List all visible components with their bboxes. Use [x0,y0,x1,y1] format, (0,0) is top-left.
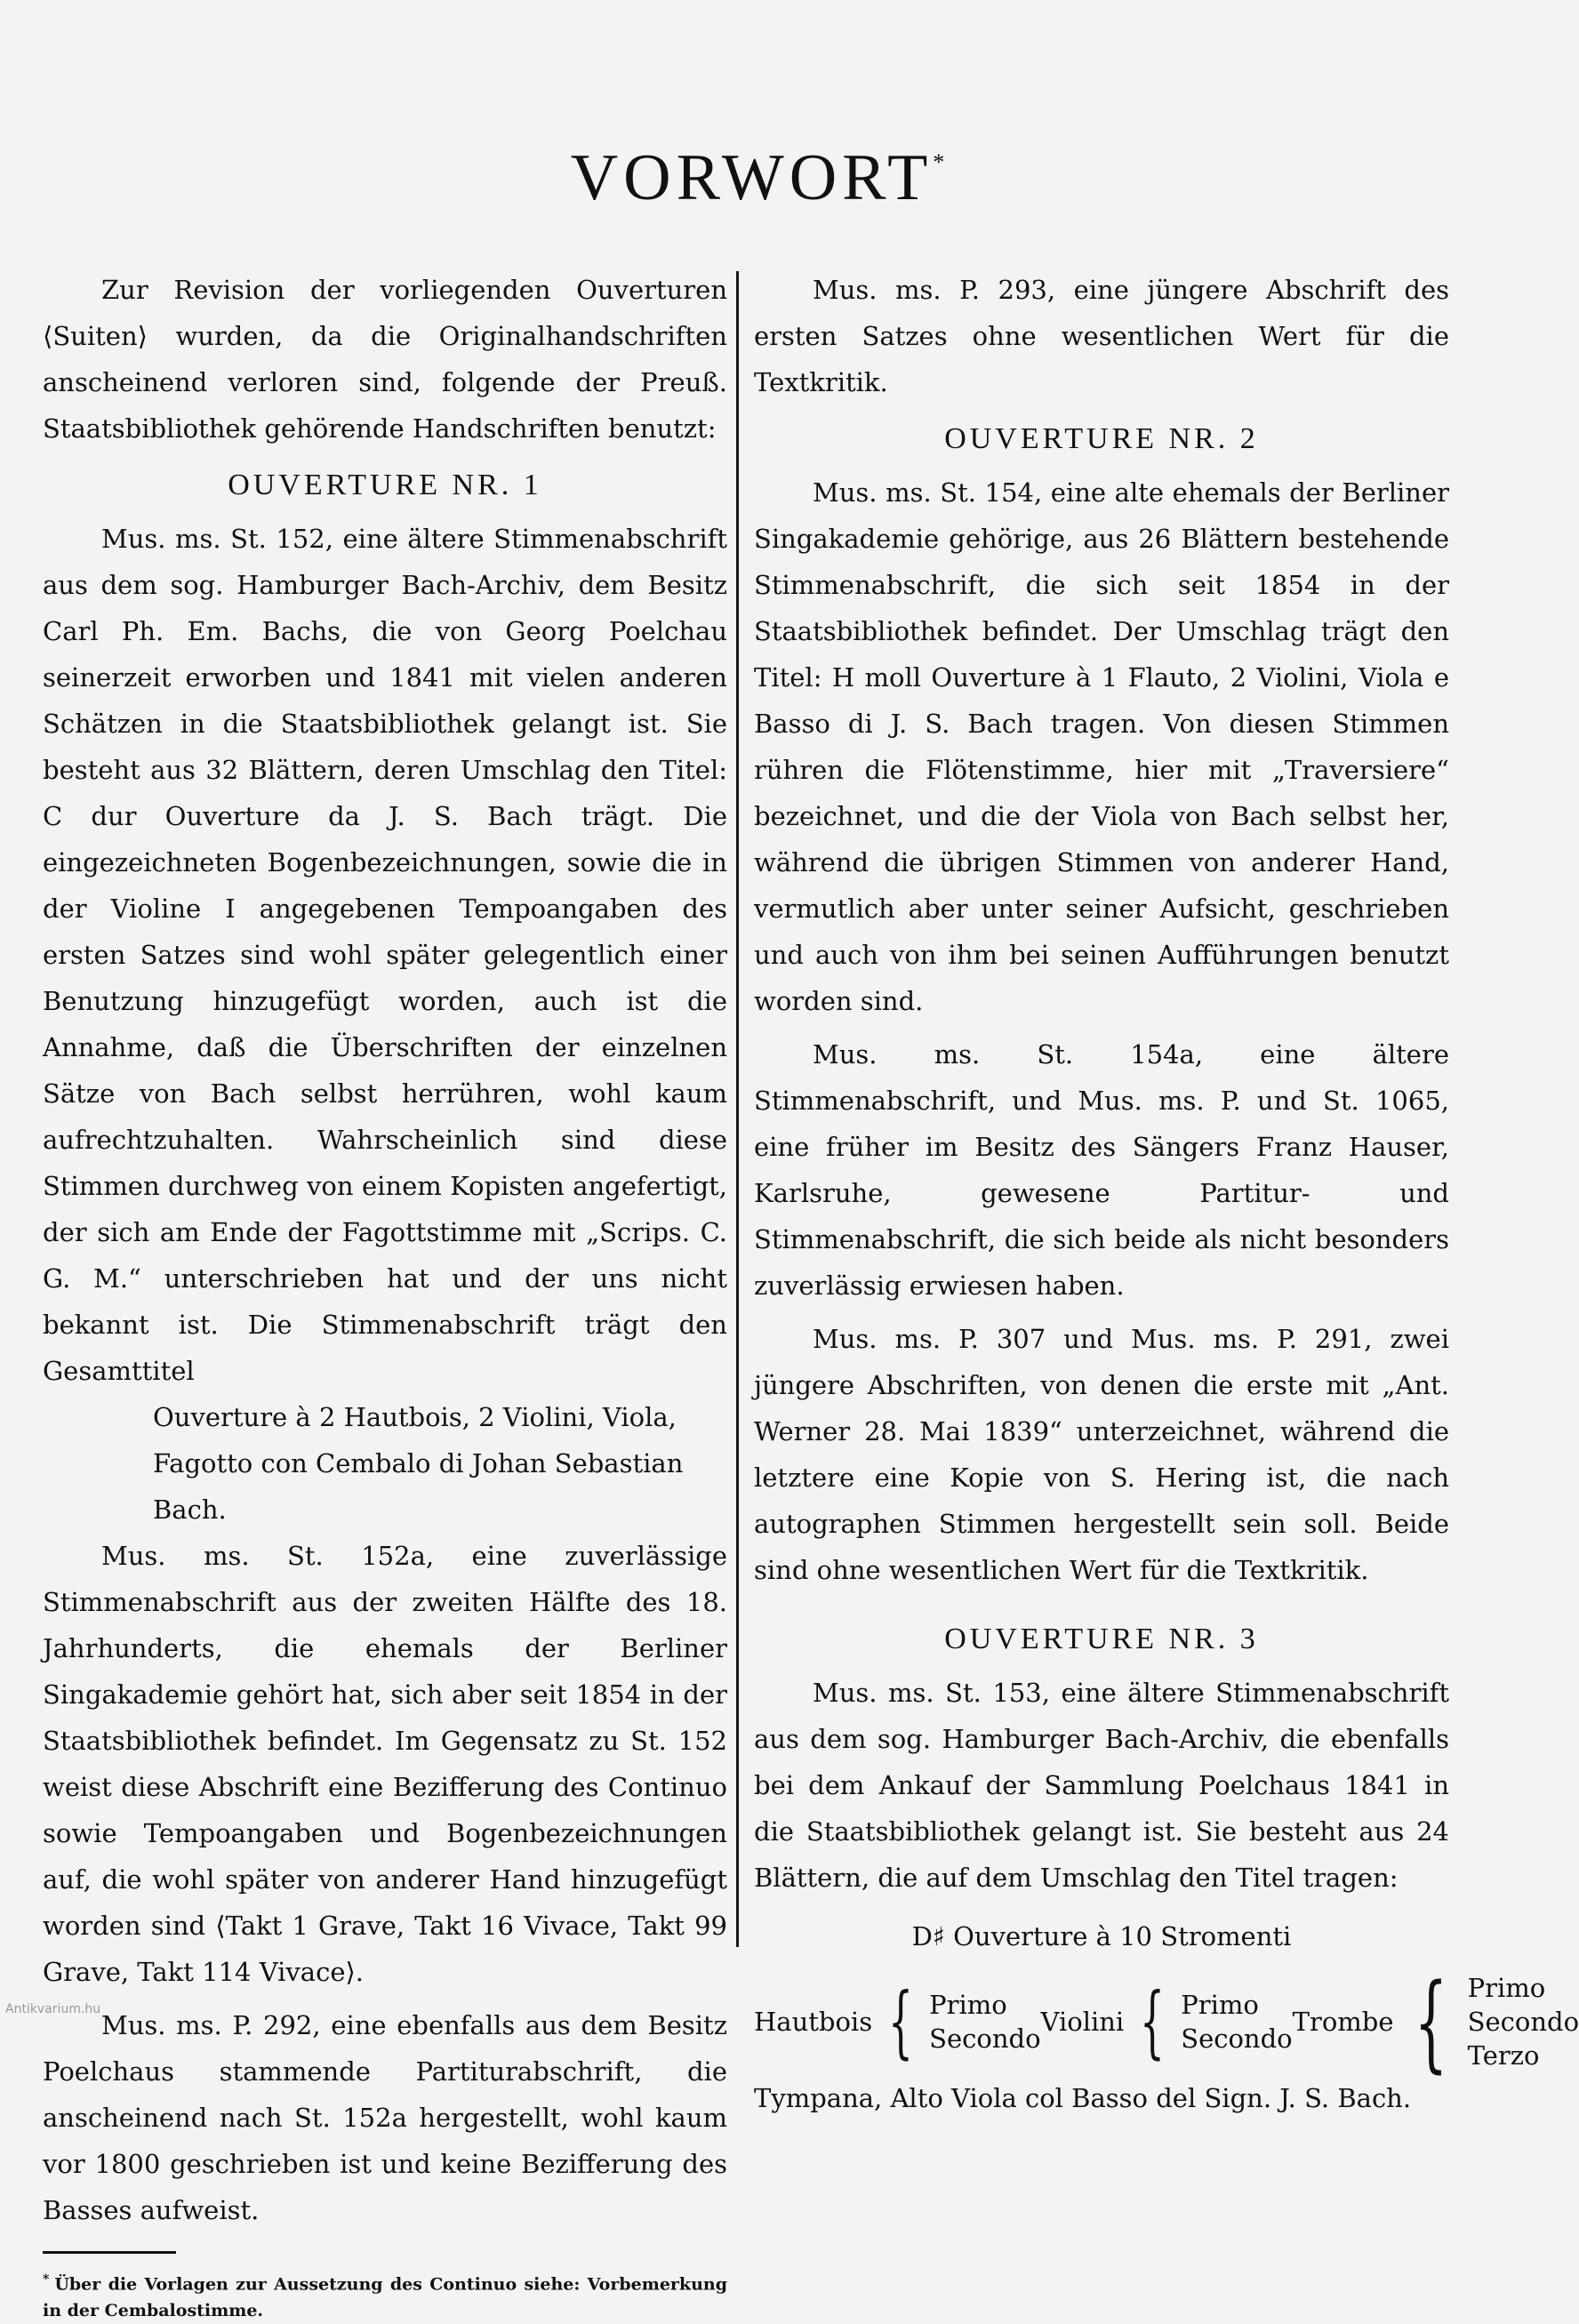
trombe-group: Trombe { Primo Secondo Terzo [1292,1960,1579,2083]
paragraph: Mus. ms. P. 307 und Mus. ms. P. 291, zwei jüngere Abschriften, von denen die erste mit „Ant. Werner 28. Mai 1839“ unterzeichnet, während die letztere eine Kopie von S. Hering ist, die nach autographen Stimmen hergestellt sein soll. Beide sind ohne wesentlichen Wert für die Textkritik. [754,1324,1449,1585]
left-column [43,267,727,2324]
violini-group: Violini { Primo Secondo [1040,1975,1293,2067]
paragraph: Mus. ms. St. 153, eine ältere Stimmenabschrift aus dem sog. Hamburger Bach-Archiv, die ebenfalls bei dem Ankauf der Sammlung Poelchaus 1841 in die Staatsbibliothek gelangt ist. Sie besteht aus 24 Blättern, die auf dem Umschlag den Titel tragen: [754,1678,1449,1893]
right-column [754,267,1579,2121]
heading-ouverture-2: OUVERTURE NR. 2 [944,422,1259,455]
title-quote-line: Fagotto con Cembalo di Johan Sebastian Bach. [153,1448,684,1525]
paragraph: Mus. ms. P. 292, eine ebenfalls aus dem Besitz Poelchaus stammende Partiturabschrift, die anscheinend nach St. 152a hergestellt, wohl kaum vor 1800 geschrieben ist und keine Bezifferung des Basses aufweist. [43,2010,727,2225]
brace-icon: { [1140,1975,1166,2067]
footnote: * Über die Vorlagen zur Aussetzung des Continuo siehe: Vorbemerkung in der Cembalostimme. [43,2272,727,2321]
brace-icon: { [888,1975,914,2067]
paragraph: Mus. ms. St. 152, eine ältere Stimmenabschrift aus dem sog. Hamburger Bach-Archiv, dem Besitz Carl Ph. Em. Bachs, die von Georg Poelchau seinerzeit erworben und 1841 mit vielen anderen Schätzen in die Staatsbibliothek gelangt ist. Sie besteht aus 32 Blättern, deren Umschlag den Titel: C dur Ouverture da J. S. Bach trägt. Die eingezeichneten Bogenbezeichnungen, sowie die in der Violine I angegebenen Tempoangaben des ersten Satzes sind wohl später gelegentlich einer Benutzung hinzugefügt worden, auch ist die Annahme, daß die Überschriften der einzelnen Sätze von Bach selbst herrühren, wohl kaum aufrechtzuhalten. Wahrscheinlich sind diese Stimmen durchweg von einem Kopisten angefertigt, der sich am Ende der Fagottstimme mit „Scrips. C. G. M.“ unterschrieben hat und der uns nicht bekannt ist. Die Stimmenabschrift trägt den Gesamttitel [43,524,727,1386]
page-title: VORWORT* [570,141,945,214]
brace-icon: { [1414,1960,1447,2083]
title-quote-line: Ouverture à 2 Hautbois, 2 Violini, Viola, [153,1402,677,1432]
heading-ouverture-1: OUVERTURE NR. 1 [228,469,542,501]
paragraph: Mus. ms. P. 293, eine jüngere Abschrift des ersten Satzes ohne wesentlichen Wert für die Textkritik. [754,275,1449,397]
title-quote [153,1394,727,1533]
column-divider [736,271,739,1947]
watermark: Antikvarium.hu [5,2002,101,2016]
footnote-rule [43,2251,176,2254]
paragraph: Mus. ms. St. 152a, eine zuverlässige Stimmenabschrift aus der zweiten Hälfte des 18. Jahrhunderts, die ehemals der Berliner Singakademie gehört hat, sich aber seit 1854 in der Staatsbibliothek befindet. Im Gegensatz zu St. 152 weist diese Abschrift eine Bezifferung des Continuo sowie Tempoangaben und Bogenbezeichnungen auf, die wohl später von anderer Hand hinzugefügt worden sind ⟨Takt 1 Grave, Takt 16 Vivace, Takt 99 Grave, Takt 114 Vivace⟩. [43,1541,727,1987]
paragraph: Tympana, Alto Viola col Basso del Sign. J. S. Bach. [754,2083,1412,2113]
intro-paragraph: Zur Revision der vorliegenden Ouverturen ⟨Suiten⟩ wurden, da die Originalhandschriften anscheinend verloren sind, folgende der Preuß. Staatsbibliothek gehörende Handschriften benutzt: [43,275,727,444]
paragraph: Mus. ms. St. 154a, eine ältere Stimmenabschrift, und Mus. ms. P. und St. 1065, eine früher im Besitz des Sängers Franz Hauser, Karlsruhe, gewesene Partitur- und Stimmenabschrift, die sich beide als nicht besonders zuverlässig erwiesen haben. [754,1039,1449,1301]
paragraph: Mus. ms. St. 154, eine alte ehemals der Berliner Singakademie gehörige, aus 26 Blättern bestehende Stimmenabschrift, die sich seit 1854 in der Staatsbibliothek befindet. Der Umschlag trägt den Titel: H moll Ouverture à 1 Flauto, 2 Violini, Viola e Basso di J. S. Bach tragen. Von diesen Stimmen rühren die Flötenstimme, hier mit „Traversiere“ bezeichnet, und die der Viola von Bach selbst her, während die übrigen Stimmen von anderer Hand, vermutlich aber unter seiner Aufsicht, geschrieben und auch von ihm bei seinen Aufführungen benutzt worden sind. [754,477,1449,1016]
instrumentation [754,1960,1579,2083]
instrument-title: D♯ Ouverture à 10 Stromenti [911,1921,1292,1951]
hautbois-group: Hautbois { Primo Secondo [754,1975,1041,2067]
heading-ouverture-3: OUVERTURE NR. 3 [944,1623,1259,1655]
